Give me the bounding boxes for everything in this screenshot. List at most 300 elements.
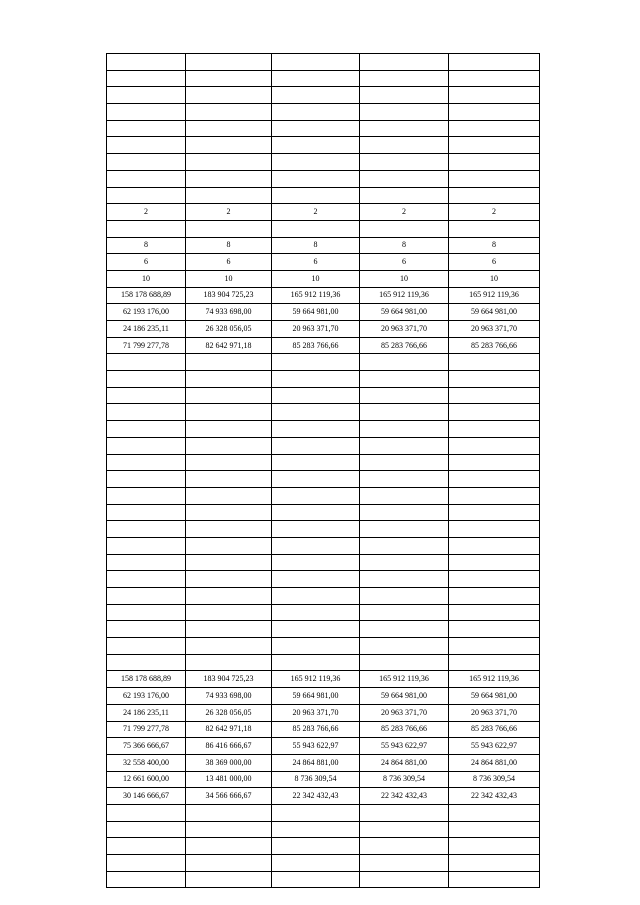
table-cell: 55 943 622,97 [449,738,540,755]
table-cell: 20 963 371,70 [360,704,449,721]
table-row [107,204,540,221]
table-cell [107,554,186,571]
table-cell [272,120,360,137]
table-cell: 8 [449,237,540,254]
table-cell [360,70,449,87]
table-cell [107,571,186,588]
table-cell: 8 [107,237,186,254]
table-cell [107,120,186,137]
table-cell [449,387,540,404]
table-cell [272,421,360,438]
table-cell: 165 912 119,36 [449,671,540,688]
table-row [107,254,540,271]
table-cell: 165 912 119,36 [272,671,360,688]
table-cell: 24 864 881,00 [272,754,360,771]
table-cell [272,137,360,154]
table-cell: 55 943 622,97 [360,738,449,755]
table-row [107,387,540,404]
table-cell [272,371,360,388]
table-cell [272,104,360,121]
table-cell [360,588,449,605]
table-cell [449,120,540,137]
table-row [107,671,540,688]
table-cell [449,421,540,438]
table-cell [107,220,186,237]
table-cell [272,70,360,87]
table-cell: 158 178 688,89 [107,287,186,304]
table-row [107,821,540,838]
table-cell: 62 193 176,00 [107,688,186,705]
table-cell [360,504,449,521]
table-cell [360,654,449,671]
table-cell: 10 [360,270,449,287]
table-cell [360,404,449,421]
table-cell [360,471,449,488]
table-cell: 34 566 666,67 [186,788,272,805]
table-row [107,754,540,771]
table-cell [272,621,360,638]
table-cell [272,554,360,571]
table-cell [272,654,360,671]
table-cell: 71 799 277,78 [107,337,186,354]
table-cell [449,437,540,454]
table-cell [272,187,360,204]
table-cell: 32 558 400,00 [107,754,186,771]
table-cell [449,187,540,204]
table-cell [107,821,186,838]
table-cell: 10 [449,270,540,287]
table-cell [449,471,540,488]
table-cell [272,54,360,71]
table-row [107,704,540,721]
table-cell [186,804,272,821]
table-row [107,87,540,104]
table-cell: 74 933 698,00 [186,304,272,321]
table-cell [449,371,540,388]
table-cell [186,855,272,872]
table-cell [272,571,360,588]
table-cell [360,387,449,404]
table-cell: 24 864 881,00 [360,754,449,771]
table-cell: 59 664 981,00 [272,688,360,705]
table-cell [107,371,186,388]
table-cell [449,537,540,554]
table-cell [107,87,186,104]
table-cell [186,421,272,438]
table-cell [107,504,186,521]
table-cell [107,521,186,538]
table-cell: 165 912 119,36 [449,287,540,304]
table-cell [449,621,540,638]
table-row [107,237,540,254]
table-row [107,721,540,738]
table-cell [360,154,449,171]
table-cell [107,404,186,421]
table-row [107,337,540,354]
table-row [107,54,540,71]
table-cell: 26 328 056,05 [186,704,272,721]
table-cell: 85 283 766,66 [360,337,449,354]
table-cell [107,588,186,605]
table-cell: 59 664 981,00 [272,304,360,321]
table-cell: 71 799 277,78 [107,721,186,738]
table-cell [272,220,360,237]
table-cell: 6 [272,254,360,271]
table-cell [186,654,272,671]
table-cell: 12 661 600,00 [107,771,186,788]
table-cell: 8 736 309,54 [449,771,540,788]
table-cell [186,621,272,638]
table-cell [107,604,186,621]
table-row [107,471,540,488]
table-cell [272,638,360,655]
table-cell [186,104,272,121]
table-row [107,321,540,338]
table-row [107,537,540,554]
table-cell: 6 [107,254,186,271]
table-cell [449,638,540,655]
table-cell: 20 963 371,70 [272,321,360,338]
table-cell [186,838,272,855]
table-cell [186,588,272,605]
table-cell [186,137,272,154]
table-row [107,187,540,204]
table-cell [449,604,540,621]
table-cell: 20 963 371,70 [272,704,360,721]
table-cell: 20 963 371,70 [449,704,540,721]
table-cell: 30 146 666,67 [107,788,186,805]
table-row [107,437,540,454]
table-cell [449,54,540,71]
table-cell: 2 [449,204,540,221]
table-cell: 165 912 119,36 [360,287,449,304]
table-row [107,421,540,438]
table-row [107,304,540,321]
table-cell [360,104,449,121]
table-cell: 10 [272,270,360,287]
table-cell [360,554,449,571]
table-cell [272,804,360,821]
table-cell [272,154,360,171]
table-cell [107,487,186,504]
table-cell: 22 342 432,43 [360,788,449,805]
table-cell [272,87,360,104]
table-cell: 62 193 176,00 [107,304,186,321]
table-cell [449,588,540,605]
table-cell [107,654,186,671]
table-cell [449,87,540,104]
data-table [106,53,540,888]
table-cell [449,137,540,154]
table-cell: 8 [272,237,360,254]
table-cell [272,821,360,838]
table-cell: 59 664 981,00 [360,304,449,321]
table-cell [107,855,186,872]
table-row [107,871,540,888]
table-cell [186,54,272,71]
table-row [107,654,540,671]
table-cell: 165 912 119,36 [272,287,360,304]
table-cell [360,170,449,187]
table-cell [360,87,449,104]
table-cell [449,487,540,504]
table-row [107,70,540,87]
table-row [107,104,540,121]
table-cell [107,387,186,404]
table-cell: 6 [360,254,449,271]
table-cell [107,471,186,488]
table-cell [186,821,272,838]
table-cell [272,387,360,404]
table-cell [360,537,449,554]
table-row [107,270,540,287]
table-cell [360,421,449,438]
table-cell: 82 642 971,18 [186,337,272,354]
table-cell [360,871,449,888]
table-cell [186,220,272,237]
table-cell [107,170,186,187]
table-row [107,137,540,154]
table-cell [360,604,449,621]
table-cell [186,154,272,171]
table-cell: 183 904 725,23 [186,287,272,304]
table-cell [449,104,540,121]
table-cell: 13 481 000,00 [186,771,272,788]
table-cell [186,521,272,538]
table-cell [186,454,272,471]
table-cell [449,855,540,872]
table-cell [107,437,186,454]
table-cell [272,537,360,554]
table-row [107,688,540,705]
table-cell [186,120,272,137]
table-cell [186,371,272,388]
table-cell: 8 736 309,54 [272,771,360,788]
table-cell [186,487,272,504]
table-cell [272,487,360,504]
table-cell [186,554,272,571]
table-cell [272,871,360,888]
table-cell [107,804,186,821]
table-cell: 22 342 432,43 [272,788,360,805]
table-cell [449,154,540,171]
table-cell [272,404,360,421]
table-cell [107,104,186,121]
table-cell: 59 664 981,00 [360,688,449,705]
table-cell: 82 642 971,18 [186,721,272,738]
table-cell [449,170,540,187]
table-cell [186,604,272,621]
table-cell [360,487,449,504]
table-body [107,54,540,888]
table-cell: 2 [107,204,186,221]
table-row [107,354,540,371]
table-cell [107,54,186,71]
table-cell [449,504,540,521]
table-cell: 6 [186,254,272,271]
table-cell [272,588,360,605]
table-cell [449,554,540,571]
table-cell: 24 186 235,11 [107,321,186,338]
table-row [107,154,540,171]
table-cell: 85 283 766,66 [449,721,540,738]
table-cell: 85 283 766,66 [272,337,360,354]
table-cell [360,187,449,204]
table-cell [449,804,540,821]
table-row [107,504,540,521]
table-cell [360,838,449,855]
table-cell [360,137,449,154]
table-cell [186,187,272,204]
table-cell [360,354,449,371]
table-cell [360,804,449,821]
table-cell [449,871,540,888]
table-cell: 2 [186,204,272,221]
table-cell: 74 933 698,00 [186,688,272,705]
table-cell: 183 904 725,23 [186,671,272,688]
table-row [107,788,540,805]
table-cell [186,504,272,521]
table-cell [186,471,272,488]
table-row [107,621,540,638]
table-cell: 20 963 371,70 [449,321,540,338]
table-cell: 85 283 766,66 [360,721,449,738]
table-row [107,571,540,588]
table-row [107,404,540,421]
table-cell [186,571,272,588]
table-cell [107,137,186,154]
table-row [107,554,540,571]
table-cell [360,638,449,655]
table-row [107,604,540,621]
table-cell [449,821,540,838]
table-cell [186,387,272,404]
table-cell: 8 [186,237,272,254]
table-cell: 8 [360,237,449,254]
table-cell [360,54,449,71]
table-cell [272,354,360,371]
table-cell [272,437,360,454]
table-cell [186,70,272,87]
table-cell: 59 664 981,00 [449,688,540,705]
table-cell: 2 [272,204,360,221]
table-cell: 22 342 432,43 [449,788,540,805]
table-cell: 24 864 881,00 [449,754,540,771]
table-cell [107,154,186,171]
table-cell [186,871,272,888]
table-row [107,638,540,655]
table-cell: 2 [360,204,449,221]
table-cell: 10 [186,270,272,287]
table-cell [186,638,272,655]
table-cell: 86 416 666,67 [186,738,272,755]
table-cell: 85 283 766,66 [272,721,360,738]
table-row [107,738,540,755]
table-cell [107,70,186,87]
table-cell [272,471,360,488]
table-cell [449,70,540,87]
table-cell: 38 369 000,00 [186,754,272,771]
table-cell [107,421,186,438]
table-row [107,838,540,855]
table-row [107,371,540,388]
table-row [107,287,540,304]
table-cell: 24 186 235,11 [107,704,186,721]
table-cell [272,454,360,471]
table-cell [449,454,540,471]
table-cell [107,354,186,371]
table-cell: 59 664 981,00 [449,304,540,321]
table-cell [186,404,272,421]
table-cell: 26 328 056,05 [186,321,272,338]
table-cell: 75 366 666,67 [107,738,186,755]
table-cell [272,170,360,187]
table-cell: 85 283 766,66 [449,337,540,354]
table-cell [360,521,449,538]
table-cell [272,604,360,621]
table-cell [449,838,540,855]
table-cell: 10 [107,270,186,287]
table-cell [107,621,186,638]
table-cell [449,220,540,237]
table-cell: 55 943 622,97 [272,738,360,755]
table-cell [107,537,186,554]
table-cell [186,87,272,104]
table-cell: 158 178 688,89 [107,671,186,688]
table-cell [107,187,186,204]
table-cell [272,504,360,521]
table-cell [360,120,449,137]
table-cell [449,654,540,671]
table-cell [107,871,186,888]
table-cell [360,220,449,237]
table-cell [272,521,360,538]
table-cell [360,855,449,872]
table-cell [186,170,272,187]
table-cell [360,437,449,454]
table-cell: 8 736 309,54 [360,771,449,788]
table-row [107,170,540,187]
table-cell [360,371,449,388]
table-cell [360,454,449,471]
table-cell [107,838,186,855]
table-cell [272,838,360,855]
table-row [107,487,540,504]
table-cell [360,621,449,638]
table-cell [186,354,272,371]
table-cell [360,571,449,588]
table-cell [449,354,540,371]
table-row [107,771,540,788]
table-cell [360,821,449,838]
table-row [107,220,540,237]
table-row [107,521,540,538]
table-row [107,804,540,821]
table-cell: 20 963 371,70 [360,321,449,338]
table-cell [186,537,272,554]
table-cell [107,454,186,471]
table-cell [449,404,540,421]
table-row [107,588,540,605]
table-row [107,120,540,137]
table-cell: 6 [449,254,540,271]
table-row [107,855,540,872]
table-cell [449,571,540,588]
table-cell [186,437,272,454]
table-cell [107,638,186,655]
table-cell [272,855,360,872]
table-cell: 165 912 119,36 [360,671,449,688]
